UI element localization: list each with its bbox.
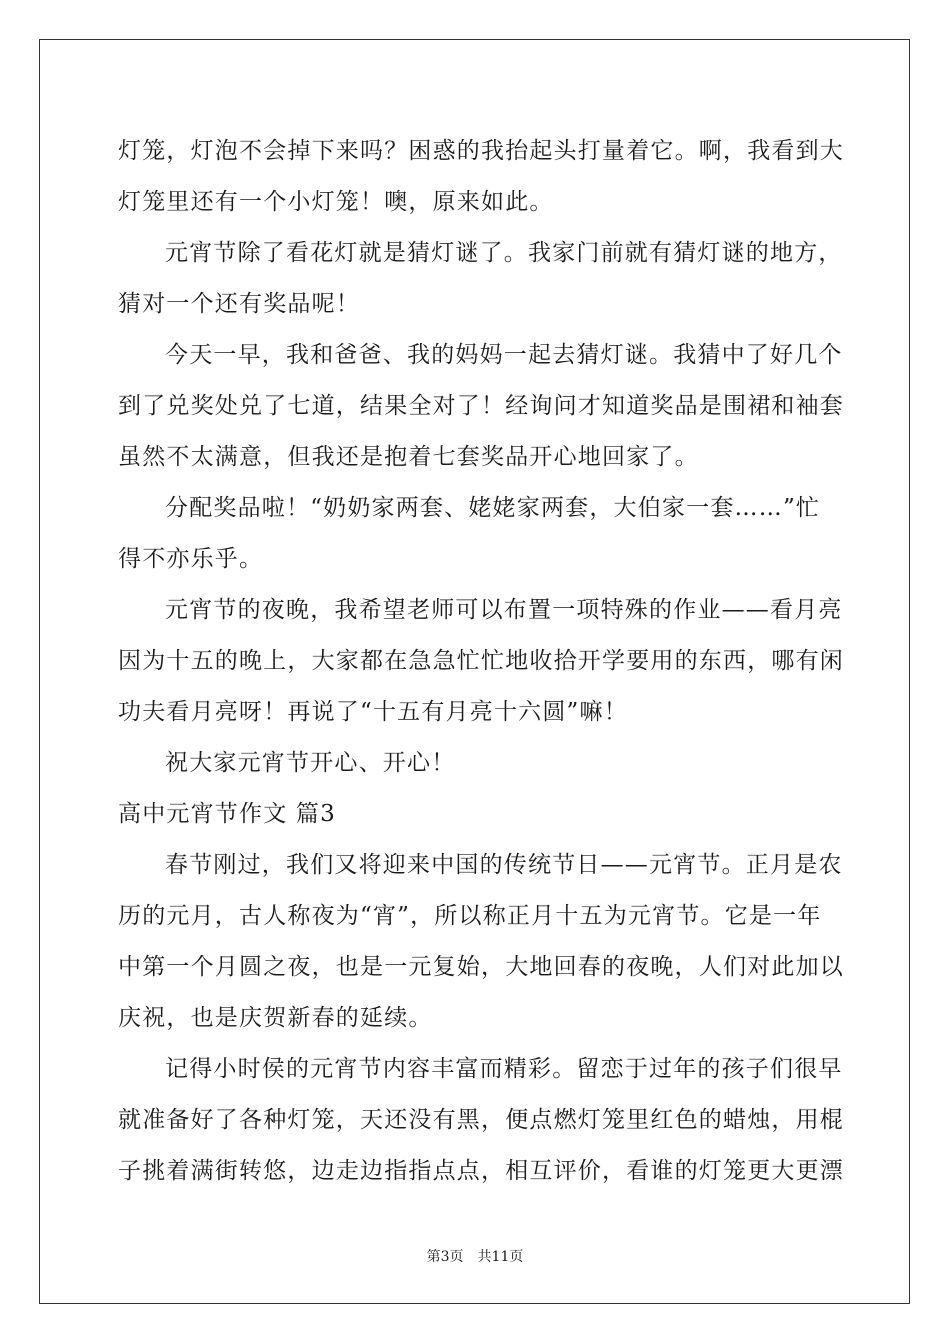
body-text-line: 中第一个月圆之夜，也是一元复始，大地回春的夜晚，人们对此加以 [118, 954, 844, 980]
body-text-line: 灯笼里还有一个小灯笼！噢，原来如此。 [118, 189, 554, 215]
body-text-line: 得不亦乐乎。 [118, 546, 264, 572]
section-heading: 高中元宵节作文 篇3 [118, 801, 336, 827]
body-text-line: 历的元月，古人称夜为“宵”，所以称正月十五为元宵节。它是一年 [118, 903, 822, 929]
body-text-line: 虽然不太满意，但我还是抱着七套奖品开心地回家了。 [118, 444, 699, 470]
paragraph-start-line: 祝大家元宵节开心、开心！ [165, 750, 456, 776]
paragraph-start-line: 今天一早，我和爸爸、我的妈妈一起去猜灯谜。我猜中了好几个 [165, 342, 843, 368]
document-body [118, 126, 844, 1197]
body-text-line: 就准备好了各种灯笼，天还没有黑，便点燃灯笼里红色的蜡烛，用棍 [118, 1107, 844, 1133]
paragraph-start-line: 元宵节除了看花灯就是猜灯谜了。我家门前就有猜灯谜的地方， [165, 240, 843, 266]
body-text-line: 到了兑奖处兑了七道，结果全对了！经询问才知道奖品是围裙和袖套 [118, 393, 844, 419]
body-text-line: 庆祝，也是庆贺新春的延续。 [118, 1005, 433, 1031]
body-text-line: 猜对一个还有奖品呢！ [118, 291, 360, 317]
paragraph-start-line: 记得小时侯的元宵节内容丰富而精彩。留恋于过年的孩子们很早 [165, 1056, 843, 1082]
body-text-line: 因为十五的晚上，大家都在急急忙忙地收拾开学要用的东西，哪有闲 [118, 648, 844, 674]
body-text-line: 功夫看月亮呀！再说了“十五有月亮十六圆”嘛！ [118, 699, 628, 725]
body-text-line: 灯笼，灯泡不会掉下来吗？困惑的我抬起头打量着它。啊，我看到大 [118, 138, 844, 164]
paragraph-start-line: 春节刚过，我们又将迎来中国的传统节日——元宵节。正月是农 [165, 852, 843, 878]
page-number-footer: 第3页 共11页 [426, 1249, 524, 1265]
paragraph-start-line: 分配奖品啦！“奶奶家两套、姥姥家两套，大伯家一套……”忙 [165, 495, 821, 521]
paragraph-start-line: 元宵节的夜晚，我希望老师可以布置一项特殊的作业——看月亮 [165, 597, 843, 623]
body-text-line: 子挑着满街转悠，边走边指指点点，相互评价，看谁的灯笼更大更漂 [118, 1158, 844, 1184]
